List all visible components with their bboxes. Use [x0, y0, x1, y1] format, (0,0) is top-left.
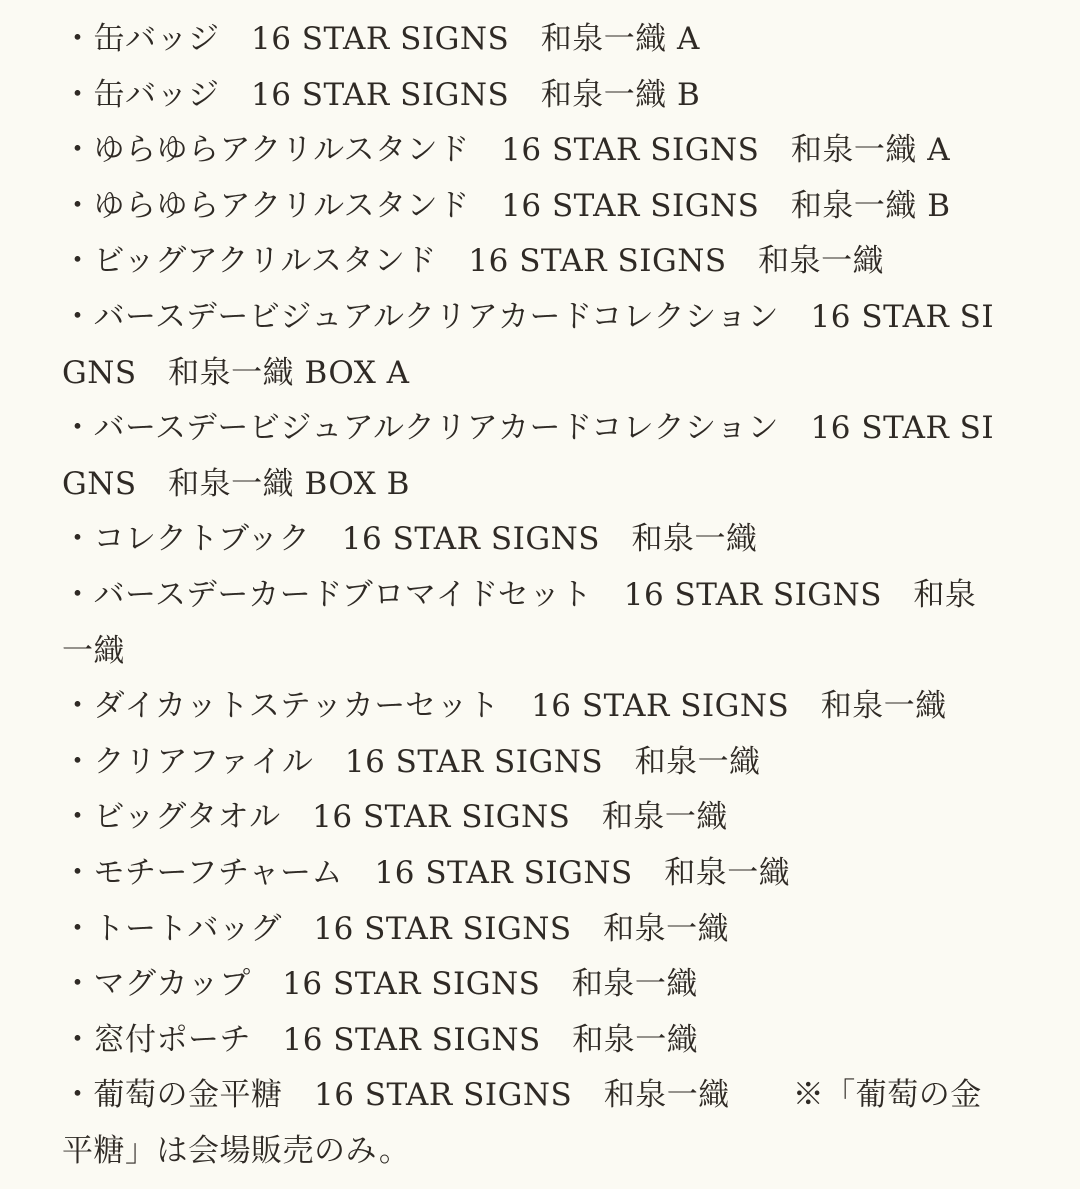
list-item: ・マグカップ 16 STAR SIGNS 和泉一織	[62, 966, 698, 1003]
list-item: ・ビッグタオル 16 STAR SIGNS 和泉一織	[62, 799, 728, 836]
list-item: ・トートバッグ 16 STAR SIGNS 和泉一織	[62, 910, 730, 947]
list-item: ・ダイカットステッカーセット 16 STAR SIGNS 和泉一織	[62, 688, 947, 725]
list-item: ・コレクトブック 16 STAR SIGNS 和泉一織	[62, 521, 758, 558]
list-item: ・ゆらゆらアクリルスタンド 16 STAR SIGNS 和泉一織 B	[62, 187, 951, 224]
list-item: ・クリアファイル 16 STAR SIGNS 和泉一織	[62, 743, 761, 780]
list-item: ・缶バッジ 16 STAR SIGNS 和泉一織 B	[62, 76, 701, 113]
list-item: ・缶バッジ 16 STAR SIGNS 和泉一織 A	[62, 21, 700, 57]
list-item: ・バースデービジュアルクリアカードコレクション 16 STAR SIGNS 和泉一織 BOX B	[62, 410, 995, 502]
list-item: ・バースデービジュアルクリアカードコレクション 16 STAR SIGNS 和泉一織 BOX A	[62, 298, 995, 391]
list-item: ・モチーフチャーム 16 STAR SIGNS 和泉一織	[62, 854, 791, 891]
list-item: ・葡萄の金平糖 16 STAR SIGNS 和泉一織 ※「葡萄の金平糖」は会場販売のみ。	[62, 1077, 982, 1169]
product-list	[62, 12, 1002, 1179]
list-item: ・窓付ポーチ 16 STAR SIGNS 和泉一織	[62, 1021, 699, 1058]
list-item: ・ビッグアクリルスタンド 16 STAR SIGNS 和泉一織	[62, 243, 885, 280]
list-item: ・バースデーカードブロマイドセット 16 STAR SIGNS 和泉一織	[62, 576, 977, 669]
list-item: ・ゆらゆらアクリルスタンド 16 STAR SIGNS 和泉一織 A	[62, 132, 951, 169]
